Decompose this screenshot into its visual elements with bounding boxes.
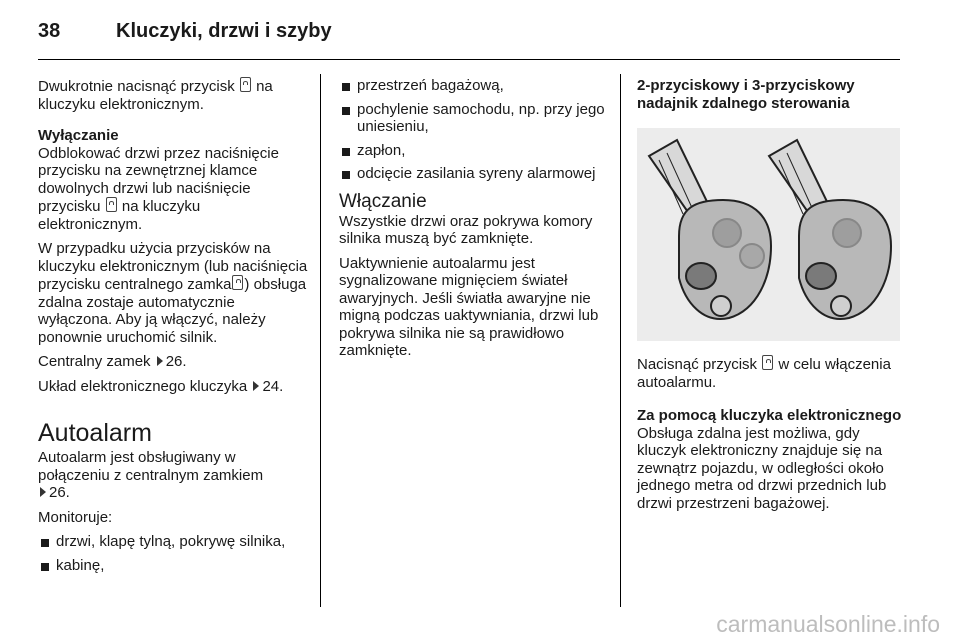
list-item: pochylenie samochodu, np. przy jego uniesieniu, <box>339 101 605 136</box>
central-lock-icon <box>232 275 243 290</box>
reference-electronic-key[interactable]: Układ elektronicznego kluczyka 24. <box>38 377 284 395</box>
list-item: drzwi, klapę tylną, pokrywę silnika, <box>38 533 308 551</box>
list-item: kabinę, <box>38 557 308 575</box>
remote-heading: 2-przyciskowy i 3-przyciskowy nadajnik zdalnego sterowania <box>637 77 855 112</box>
page-number: 38 <box>38 20 61 42</box>
reference-central-lock[interactable]: Centralny zamek 26. <box>38 353 187 370</box>
deactivation-heading: Wyłączanie <box>38 127 119 144</box>
list-item: zapłon, <box>339 142 605 160</box>
remote-keys-illustration <box>637 128 900 341</box>
alarm-heading: Autoalarm <box>38 419 152 447</box>
monitors-label: Monitoruje: <box>38 508 113 526</box>
list-item: przestrzeń bagażową, <box>339 77 605 95</box>
reference-arrow-icon <box>157 356 163 366</box>
lock-button-icon <box>240 77 251 92</box>
column-divider-2 <box>620 74 621 607</box>
reference-arrow-icon <box>253 381 259 391</box>
alarm-paragraph: Autoalarm jest obsługiwany w połączeniu z centralnym zamkiem 26. <box>38 449 264 501</box>
column-3 <box>637 77 905 519</box>
activation-paragraph-2: Uaktywnienie autoalarmu jest sygnalizowane mignięciem świateł awaryjnych. Jeśli światła awaryjne nie migną podczas uaktywniania, drzwi lub pokrywa silnika nie są prawidłowo zamknięte. <box>339 254 599 359</box>
intro-paragraph: Dwukrotnie nacisnąć przycisk na kluczyku elektronicznym. <box>38 78 273 113</box>
page-title: Kluczyki, drzwi i szyby <box>116 20 332 42</box>
deactivation-paragraph: Odblokować drzwi przez naciśnięcie przycisku na zewnętrznej klamce dowolnych drzwi lub naciśnięcie przycisku na kluczyku elektronicznym. <box>38 144 279 233</box>
column-divider-1 <box>320 74 321 607</box>
list-item: odcięcie zasilania syreny alarmowej <box>339 165 605 183</box>
press-paragraph: Nacisnąć przycisk w celu włączenia autoalarmu. <box>637 356 891 391</box>
activation-paragraph-1: Wszystkie drzwi oraz pokrywa komory silnika muszą być zamknięte. <box>339 212 593 247</box>
watermark: carmanualsonline.info <box>716 611 940 637</box>
activation-heading: Włączanie <box>339 190 427 212</box>
lock-button-icon <box>762 355 773 370</box>
electronic-key-paragraph: Obsługa zdalna jest możliwa, gdy kluczyk elektroniczny znajduje się na zewnątrz pojazdu, w odległości około jednego metra od drzwi przednich lub drzwi przestrzeni bagażowej. <box>637 424 887 512</box>
page-header <box>38 20 332 46</box>
deactivation-paragraph-2: W przypadku użycia przycisków na kluczyku elektronicznym (lub naciśnięcia przycisku centralnego zamka ) obsługa zdalna zostaje automatycznie wyłączona. Aby ją włączyć, należy ponownie uruchomić silnik. <box>38 240 308 346</box>
column-1 <box>38 77 308 580</box>
reference-arrow-icon <box>40 487 46 497</box>
unlock-button-icon <box>106 197 117 212</box>
electronic-key-heading: Za pomocą kluczyka elektronicznego <box>637 407 902 424</box>
header-rule <box>38 59 900 60</box>
column-2 <box>339 77 605 367</box>
